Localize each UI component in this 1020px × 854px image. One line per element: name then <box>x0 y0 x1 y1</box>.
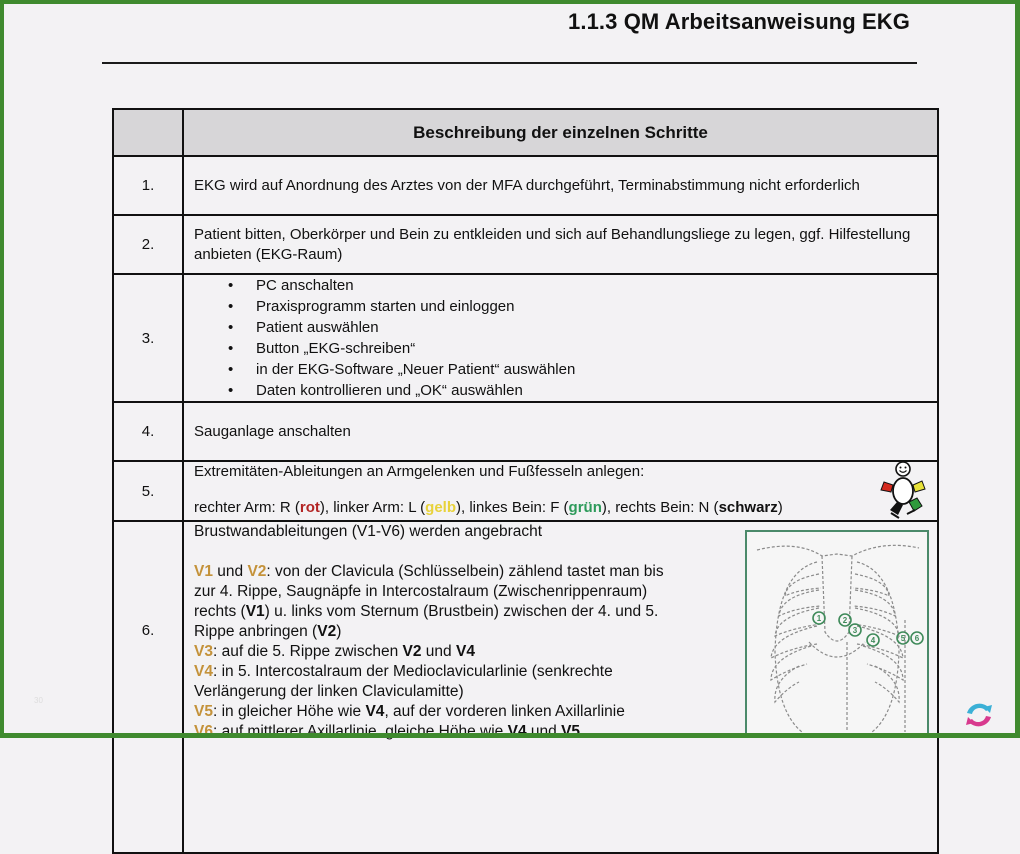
step-description: EKG wird auf Anordnung des Arztes von der MFA durchgeführt, Terminabstimmung nicht erforderlich <box>183 156 938 215</box>
limb-leads-colors <box>194 498 783 518</box>
lead-ref: V2 <box>317 623 337 640</box>
step-bullet-list <box>194 275 927 401</box>
step-number: 1. <box>113 156 183 215</box>
steps-table <box>112 108 939 854</box>
ribcage-illustration <box>747 532 927 736</box>
lead-label: V1 <box>194 563 213 580</box>
lead-label: V4 <box>194 663 213 680</box>
list-item: • Button „EKG-schreiben“ <box>228 338 927 359</box>
table-row <box>113 215 938 274</box>
step-number: 6. <box>113 521 183 853</box>
lead-ref: V4 <box>365 703 385 720</box>
step-description: Patient bitten, Oberkörper und Bein zu entkleiden und sich auf Behandlungsliege zu legen, ggf. Hilfestellung anbieten (EKG-Raum) <box>183 215 938 274</box>
lead-label: V3 <box>194 643 213 660</box>
text: : in gleicher Höhe wie <box>212 703 366 720</box>
marker-label: 5 <box>900 634 906 643</box>
text: und <box>526 723 562 740</box>
text: ), linkes Bein: F ( <box>456 499 569 516</box>
table-row <box>113 156 938 215</box>
page-number: 30 <box>34 696 43 705</box>
table-row <box>113 274 938 402</box>
lead-v3-text <box>194 642 684 662</box>
step-number: 3. <box>113 274 183 402</box>
marker-label: 1 <box>816 614 822 623</box>
step-description: Sauganlage anschalten <box>183 402 938 461</box>
lead-v4-text <box>194 662 684 702</box>
color-yellow-label: gelb <box>425 499 456 516</box>
list-item: • in der EKG-Software „Neuer Patient“ auswählen <box>228 359 927 380</box>
lead-ref: V4 <box>507 723 527 740</box>
text: rechter Arm: R ( <box>194 499 300 516</box>
marker-label: 4 <box>870 636 876 645</box>
lead-v1-v2-text <box>194 562 684 642</box>
chest-leads-intro: Brustwandableitungen (V1-V6) werden angebracht <box>194 523 543 540</box>
step-number: 2. <box>113 215 183 274</box>
document-title: 1.1.3 QM Arbeitsanweisung EKG <box>568 9 910 34</box>
marker-label: 3 <box>852 626 858 635</box>
marker-label: 6 <box>914 634 920 643</box>
lead-ref: V2 <box>402 643 422 660</box>
table-row <box>113 402 938 461</box>
lead-v6-text <box>194 722 684 742</box>
text: ), rechts Bein: N ( <box>601 499 719 516</box>
color-black-label: schwarz <box>718 499 778 516</box>
text: ) <box>777 499 783 516</box>
lead-ref: V1 <box>245 603 265 620</box>
lead-ref: V4 <box>455 643 475 660</box>
title-underline <box>102 62 917 64</box>
step-description <box>183 274 938 402</box>
text: : auf die 5. Rippe zwischen <box>212 643 403 660</box>
table-row <box>113 461 938 521</box>
lead-v5-text <box>194 702 684 722</box>
header-description: Beschreibung der einzelnen Schritte <box>183 109 938 156</box>
text: ) u. links vom Sternum (Brustbein) zwischen der 4. und 5. Rippe anbringen ( <box>194 603 659 640</box>
text: : auf mittlerer Axillarlinie, gleiche Höhe wie <box>212 723 508 740</box>
limb-electrode-figure-icon <box>877 460 929 520</box>
table-header-row <box>113 109 938 156</box>
text: und <box>212 563 248 580</box>
marker-label: 2 <box>842 616 848 625</box>
text: ), linker Arm: L ( <box>319 499 426 516</box>
lead-label: V2 <box>247 563 267 580</box>
text: : in 5. Intercostalraum der Medioclavicularlinie (senkrechte Verlängerung der linken Claviculamitte) <box>194 663 613 700</box>
header-num <box>113 109 183 156</box>
lead-label: V6 <box>194 723 213 740</box>
list-item: • Patient auswählen <box>228 317 927 338</box>
step-description <box>183 461 938 521</box>
text: : von der Clavicula (Schlüsselbein) zählend tastet man bis zur 4. Rippe, Saugnäpfe in Intercostalraum (Zwischenrippenraum) rechts ( <box>194 563 664 620</box>
step-number: 4. <box>113 402 183 461</box>
color-green-label: grün <box>568 499 602 516</box>
text: , auf der vorderen linken Axillarlinie <box>384 703 625 720</box>
list-item: • Daten kontrollieren und „OK“ auswählen <box>228 380 927 401</box>
color-red-label: rot <box>299 499 320 516</box>
sync-logo-icon <box>962 699 996 731</box>
lead-label: V5 <box>194 703 213 720</box>
chest-electrode-diagram <box>745 530 929 738</box>
text: ) <box>336 623 342 640</box>
text: und <box>421 643 456 660</box>
lead-ref: V5 <box>561 723 581 740</box>
list-item: • Praxisprogramm starten und einloggen <box>228 296 927 317</box>
step-number: 5. <box>113 461 183 521</box>
limb-leads-intro: Extremitäten-Ableitungen an Armgelenken und Fußfesseln anlegen: <box>194 463 645 480</box>
list-item: • PC anschalten <box>228 275 927 296</box>
